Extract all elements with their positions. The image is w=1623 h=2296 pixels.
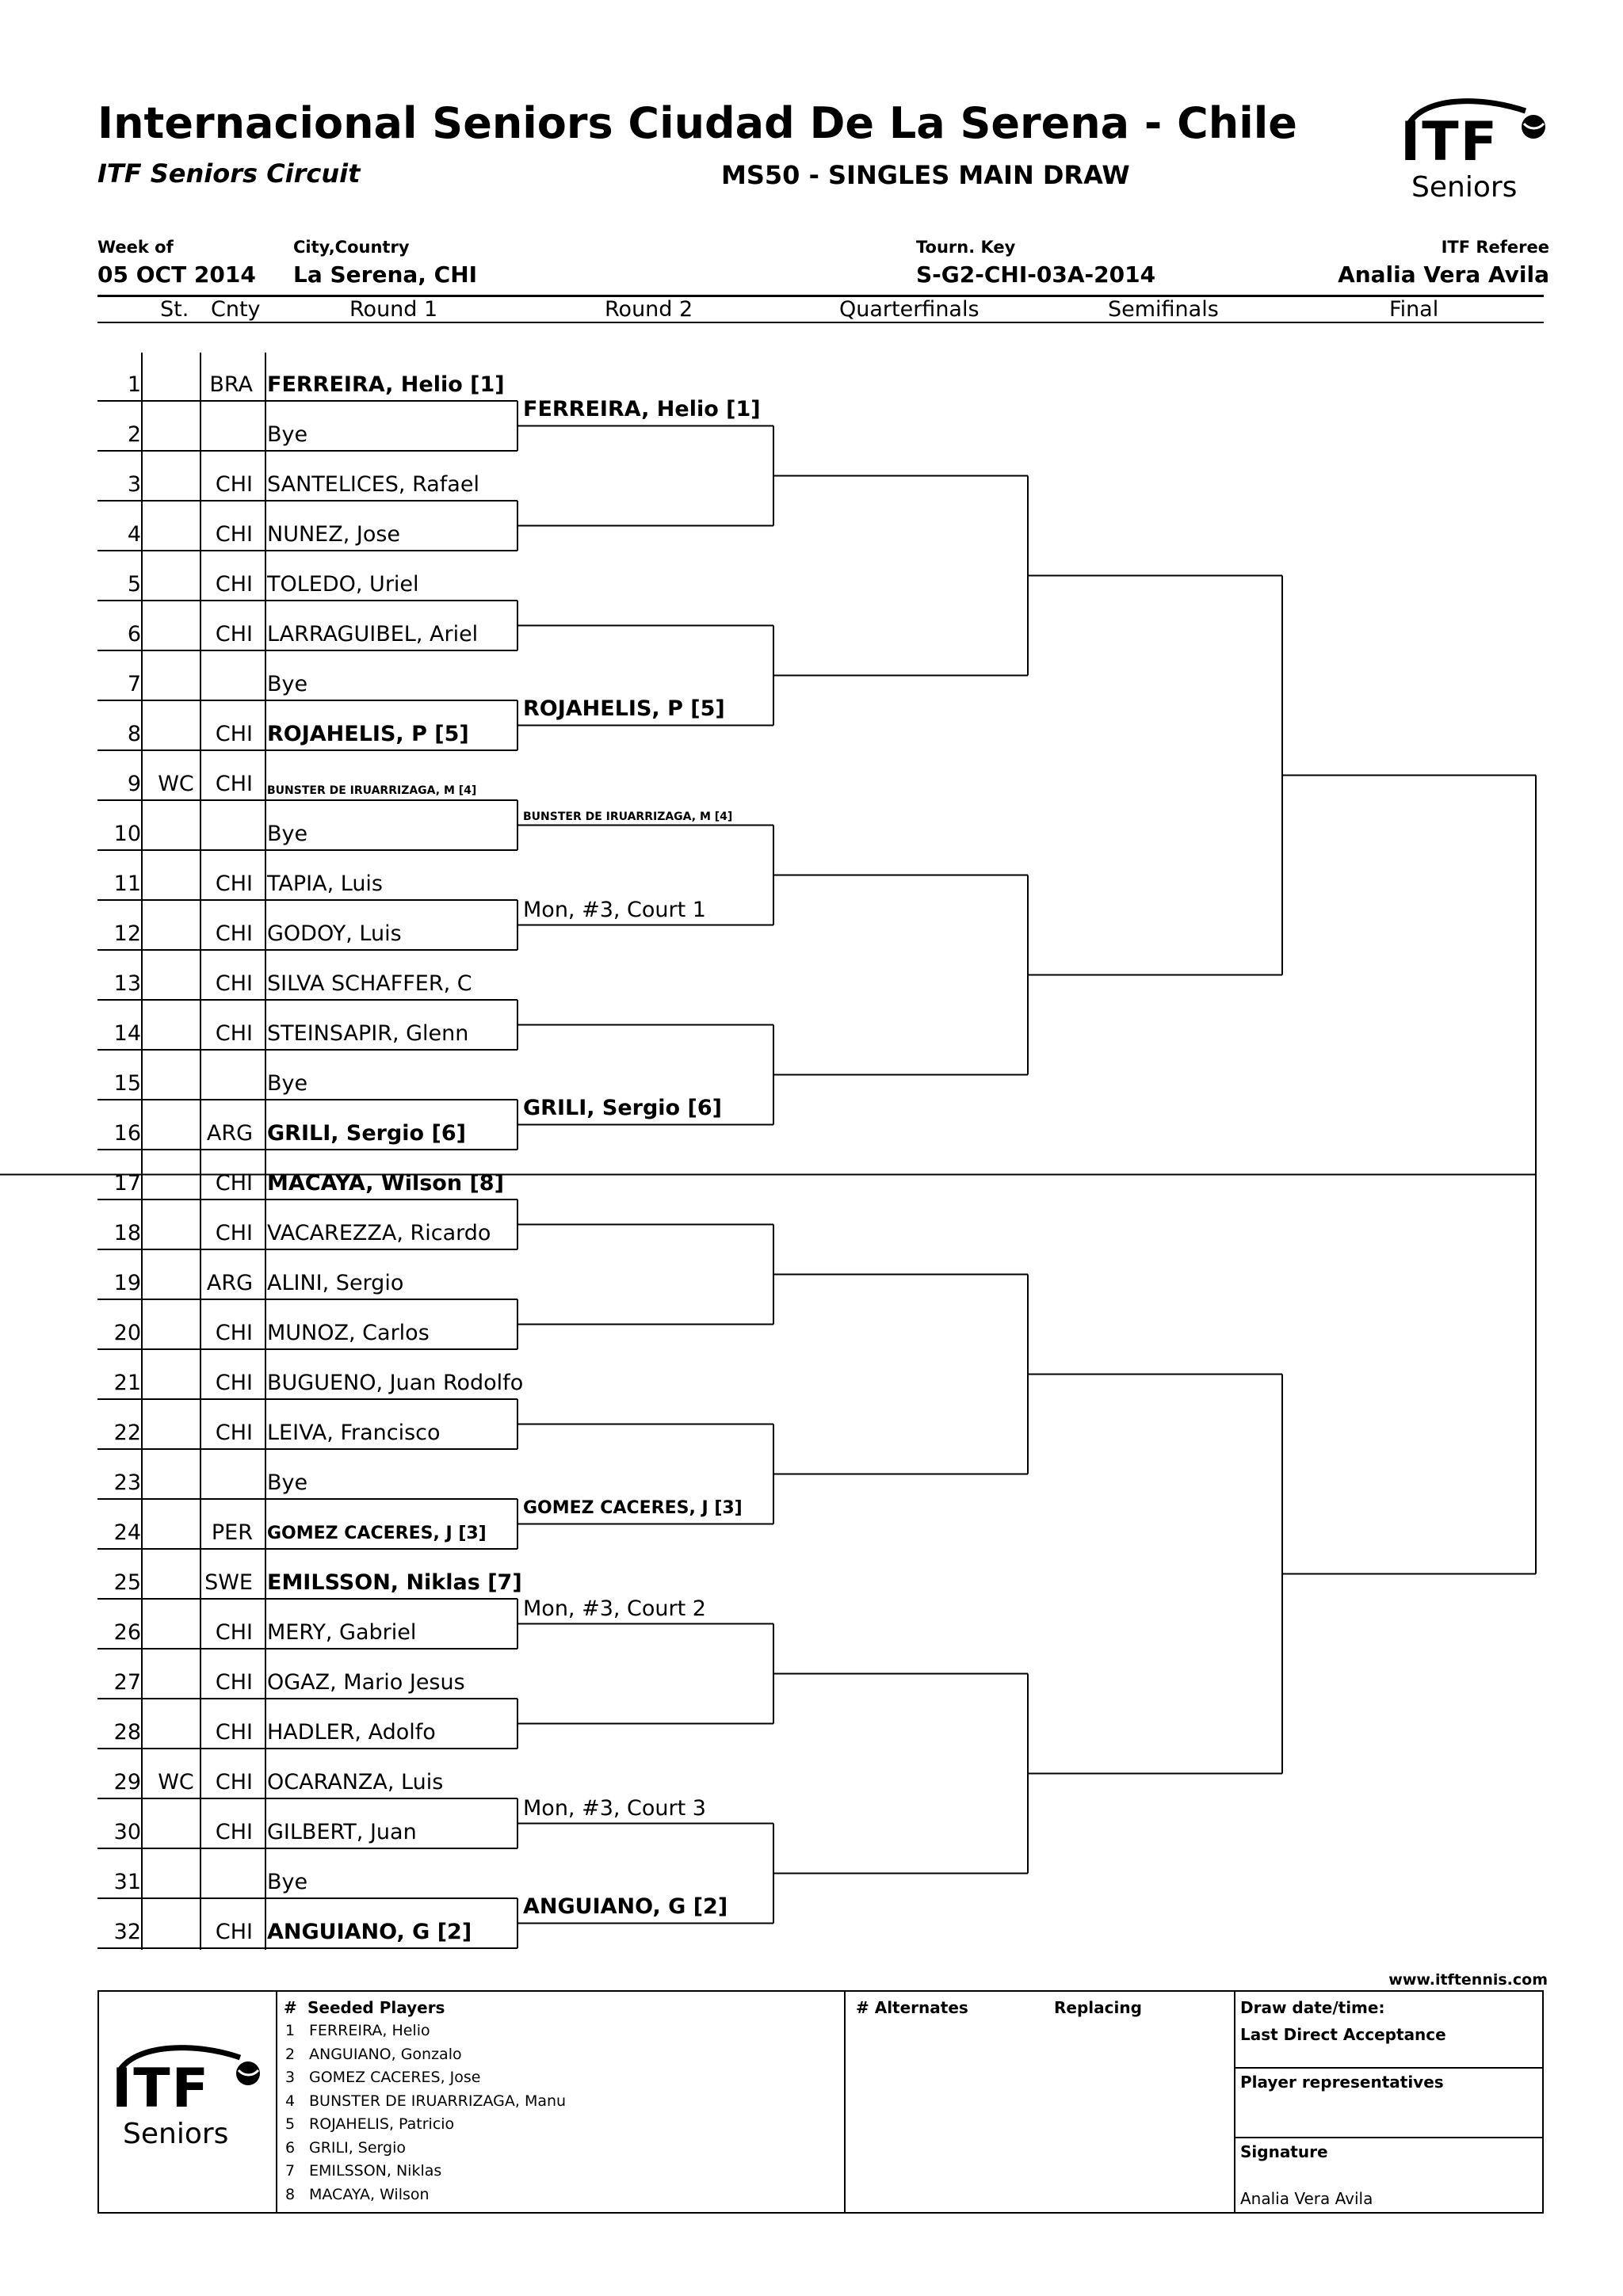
draw-position: 17 (113, 1171, 141, 1196)
player-country: ARG (206, 1271, 253, 1295)
col-final: Final (1389, 297, 1439, 322)
seed-player-name: MACAYA, Wilson (309, 2185, 430, 2203)
round2-entry: Mon, #3, Court 1 (523, 898, 706, 922)
round2-entry: GOMEZ CACERES, J [3] (523, 1498, 743, 1518)
player-name: MERY, Gabriel (267, 1620, 417, 1645)
player-name: OGAZ, Mario Jesus (267, 1670, 465, 1695)
website-link[interactable]: www.itftennis.com (1388, 1971, 1548, 1989)
signature-value: Analia Vera Avila (1240, 2189, 1373, 2208)
entry-status: WC (158, 1770, 194, 1794)
player-country: CHI (215, 722, 253, 746)
player-country: CHI (215, 1620, 253, 1645)
seed-number: 1 (285, 2022, 296, 2039)
signature-label: Signature (1240, 2142, 1328, 2161)
player-name: GILBERT, Juan (267, 1820, 417, 1844)
round2-entry: ANGUIANO, G [2] (523, 1894, 728, 1919)
draw-position: 4 (127, 522, 141, 547)
seed-player-name: GRILI, Sergio (309, 2138, 406, 2157)
player-name: GOMEZ CACERES, J [3] (267, 1524, 487, 1543)
draw-position: 20 (113, 1321, 141, 1345)
draw-position: 6 (127, 622, 141, 646)
draw-position: 27 (113, 1670, 141, 1695)
col-round2: Round 2 (605, 297, 693, 322)
footer-divider-1 (276, 1990, 277, 2214)
draw-position: 7 (127, 672, 141, 696)
draw-position: 21 (113, 1371, 141, 1395)
player-country: CHI (215, 472, 253, 497)
seeded-hash: # (284, 1998, 297, 2017)
last-direct-acceptance-label: Last Direct Acceptance (1240, 2025, 1446, 2044)
seed-player-name: ROJAHELIS, Patricio (309, 2115, 455, 2133)
player-country: CHI (215, 1421, 253, 1445)
player-name: MUNOZ, Carlos (267, 1321, 430, 1345)
seed-number: 8 (285, 2185, 296, 2203)
draw-position: 32 (113, 1920, 141, 1944)
draw-position: 5 (127, 572, 141, 597)
seed-player-name: GOMEZ CACERES, Jose (309, 2069, 481, 2086)
week-value: 05 OCT 2014 (97, 261, 256, 288)
footer-divider-3 (1234, 1990, 1235, 2214)
draw-position: 19 (113, 1271, 141, 1295)
player-country: CHI (215, 1670, 253, 1695)
draw-position: 10 (113, 822, 141, 846)
seeded-players-title: Seeded Players (307, 1998, 445, 2017)
draw-position: 15 (113, 1071, 141, 1096)
player-country: CHI (215, 1770, 253, 1794)
col-quarterfinals: Quarterfinals (839, 297, 980, 322)
player-name: MACAYA, Wilson [8] (267, 1171, 504, 1196)
seed-number: 4 (285, 2092, 296, 2110)
player-country: CHI (215, 1371, 253, 1395)
player-name: VACAREZZA, Ricardo (267, 1221, 491, 1245)
seed-number: 2 (285, 2045, 296, 2063)
player-name: TOLEDO, Uriel (267, 572, 419, 597)
draw-position: 28 (113, 1720, 141, 1745)
player-name: ANGUIANO, G [2] (267, 1920, 472, 1944)
draw-position: 16 (113, 1121, 141, 1146)
round2-entry: GRILI, Sergio [6] (523, 1096, 722, 1120)
footer-logo-seniors-text: Seniors (123, 2118, 229, 2150)
footer-divider-2 (844, 1990, 846, 2214)
week-label: Week of (97, 238, 174, 257)
player-name: Bye (267, 672, 308, 696)
player-name: SANTELICES, Rafael (267, 472, 479, 497)
seed-player-name: ANGUIANO, Gonzalo (309, 2045, 462, 2063)
draw-position: 29 (113, 1770, 141, 1794)
city-value: La Serena, CHI (293, 261, 478, 288)
player-name: BUGUENO, Juan Rodolfo (267, 1371, 524, 1395)
draw-position: 23 (113, 1470, 141, 1495)
player-country: CHI (215, 1720, 253, 1745)
seed-player-name: EMILSSON, Niklas (309, 2162, 442, 2180)
seed-player-name: BUNSTER DE IRUARRIZAGA, Manu (309, 2092, 567, 2110)
entry-status: WC (158, 772, 194, 796)
footer-logo-itf-text: ITF (112, 2058, 211, 2120)
draw-position: 24 (113, 1520, 141, 1545)
player-name: ALINI, Sergio (267, 1271, 404, 1295)
player-name: FERREIRA, Helio [1] (267, 372, 505, 397)
draw-position: 18 (113, 1221, 141, 1245)
draw-date-label: Draw date/time: (1240, 1998, 1385, 2017)
round2-entry: BUNSTER DE IRUARRIZAGA, M [4] (523, 810, 733, 823)
col-country: Cnty (211, 297, 261, 322)
tournament-key-value: S-G2-CHI-03A-2014 (916, 261, 1156, 288)
player-name: BUNSTER DE IRUARRIZAGA, M [4] (267, 784, 477, 797)
alternates-title: # Alternates (856, 1998, 968, 2017)
player-name: HADLER, Adolfo (267, 1720, 436, 1745)
player-name: SILVA SCHAFFER, C (267, 971, 472, 996)
player-country: CHI (215, 622, 253, 646)
player-country: CHI (215, 1321, 253, 1345)
city-label: City,Country (293, 238, 410, 257)
event-name: MS50 - SINGLES MAIN DRAW (721, 160, 1130, 190)
referee-label: ITF Referee (1441, 238, 1549, 257)
draw-position: 30 (113, 1820, 141, 1844)
circuit-name: ITF Seniors Circuit (97, 158, 361, 189)
player-country: SWE (204, 1570, 253, 1595)
player-name: STEINSAPIR, Glenn (267, 1021, 469, 1046)
draw-position: 11 (113, 871, 141, 896)
logo-itf-text: ITF (1400, 111, 1499, 174)
draw-position: 22 (113, 1421, 141, 1445)
draw-position: 8 (127, 722, 141, 746)
round2-entry: Mon, #3, Court 3 (523, 1796, 706, 1821)
player-country: CHI (215, 971, 253, 996)
player-name: ROJAHELIS, P [5] (267, 722, 469, 746)
col-status: St. (160, 297, 189, 322)
draw-position: 2 (127, 422, 141, 447)
player-name: LEIVA, Francisco (267, 1421, 441, 1445)
player-country: CHI (215, 572, 253, 597)
player-name: Bye (267, 1071, 308, 1096)
logo-seniors-text: Seniors (1411, 171, 1518, 204)
col-round1: Round 1 (349, 297, 438, 322)
player-country: PER (211, 1520, 253, 1545)
player-name: GODOY, Luis (267, 921, 402, 946)
draw-position: 25 (113, 1570, 141, 1595)
draw-position: 1 (127, 372, 141, 397)
tournament-key-label: Tourn. Key (916, 238, 1016, 257)
seed-number: 7 (285, 2162, 296, 2180)
draw-position: 14 (113, 1021, 141, 1046)
player-name: TAPIA, Luis (267, 871, 383, 896)
replacing-title: Replacing (1054, 1998, 1142, 2017)
round2-entry: FERREIRA, Helio [1] (523, 397, 761, 421)
player-country: CHI (215, 1021, 253, 1046)
referee-value: Analia Vera Avila (1338, 261, 1549, 288)
player-country: CHI (215, 1920, 253, 1944)
tournament-title: Internacional Seniors Ciudad De La Serena - Chile (97, 98, 1297, 148)
player-name: OCARANZA, Luis (267, 1770, 444, 1794)
player-country: BRA (209, 372, 253, 397)
draw-position: 26 (113, 1620, 141, 1645)
player-country: CHI (215, 772, 253, 796)
player-country: CHI (215, 1820, 253, 1844)
player-name: Bye (267, 1470, 308, 1495)
player-name: Bye (267, 822, 308, 846)
player-country: CHI (215, 871, 253, 896)
player-name: GRILI, Sergio [6] (267, 1121, 466, 1146)
draw-position: 9 (127, 772, 141, 796)
player-country: CHI (215, 1171, 253, 1196)
seed-number: 3 (285, 2069, 296, 2086)
player-name: Bye (267, 422, 308, 447)
footer-rule-1 (1234, 2067, 1544, 2069)
col-semifinals: Semifinals (1108, 297, 1219, 322)
player-country: ARG (206, 1121, 253, 1146)
seed-player-name: FERREIRA, Helio (309, 2022, 430, 2039)
player-representatives-label: Player representatives (1240, 2073, 1444, 2092)
player-name: LARRAGUIBEL, Ariel (267, 622, 479, 646)
draw-position: 31 (113, 1870, 141, 1894)
player-country: CHI (215, 522, 253, 547)
player-name: NUNEZ, Jose (267, 522, 401, 547)
player-name: EMILSSON, Niklas [7] (267, 1570, 522, 1595)
draw-position: 3 (127, 472, 141, 497)
round2-entry: Mon, #3, Court 2 (523, 1596, 706, 1621)
round2-entry: ROJAHELIS, P [5] (523, 696, 725, 721)
player-country: CHI (215, 921, 253, 946)
footer-itf-logo (107, 2040, 265, 2159)
seed-number: 5 (285, 2115, 296, 2133)
footer-rule-2 (1234, 2137, 1544, 2138)
draw-position: 13 (113, 971, 141, 996)
seed-number: 6 (285, 2138, 296, 2157)
draw-position: 12 (113, 921, 141, 946)
player-name: Bye (267, 1870, 308, 1894)
player-country: CHI (215, 1221, 253, 1245)
